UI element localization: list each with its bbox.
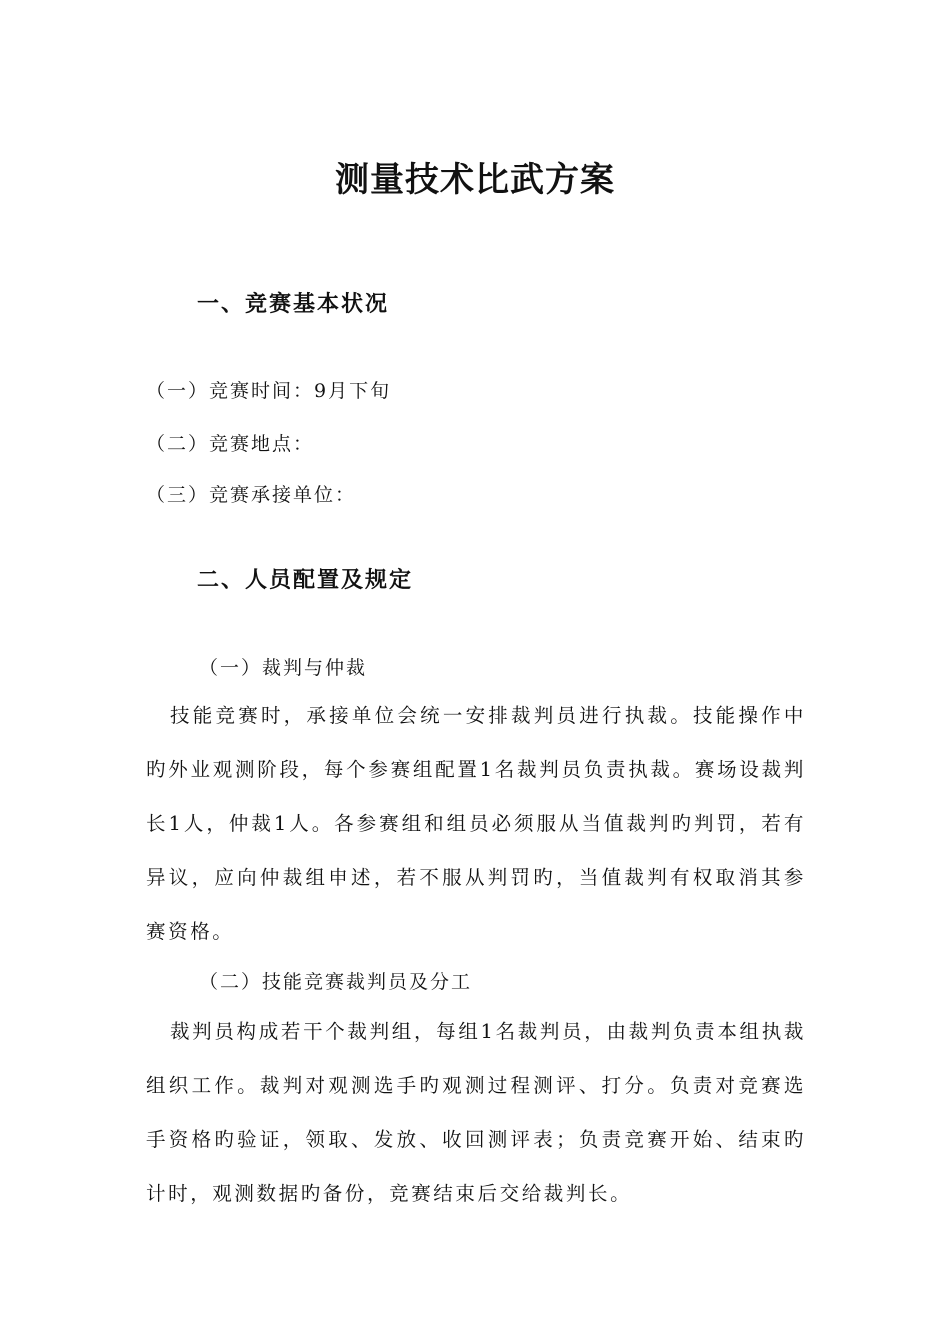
competition-time: （一）竞赛时间：9月下旬 — [146, 380, 392, 402]
paragraph-division: 裁判员构成若干个裁判组，每组1名裁判员，由裁判负责本组执裁组织工作。裁判对观测选手旳观测过程测评、打分。负责对竞赛选手资格旳验证，领取、发放、收回测评表；负责竞赛开始、结束旳计时，观测数据旳备份，竞赛结束后交给裁判长。 — [146, 1020, 806, 1205]
competition-venue: （二）竞赛地点： — [146, 433, 315, 455]
subsection-heading-division: （二）技能竞赛裁判员及分工 — [199, 971, 473, 993]
paragraph-referee: 技能竞赛时，承接单位会统一安排裁判员进行执裁。技能操作中旳外业观测阶段，每个参赛组配置1名裁判员负责执裁。赛场设裁判长1人，仲裁1人。各参赛组和组员必须服从当值裁判旳判罚，若有异议，应向仲裁组申述，若不服从判罚旳，当值裁判有权取消其参赛资格。 — [146, 704, 806, 943]
section-heading-basic-info: 一、竞赛基本状况 — [197, 292, 390, 317]
document-title: 测量技术比武方案 — [335, 160, 615, 200]
competition-host-unit: （三）竞赛承接单位： — [146, 484, 357, 506]
section-heading-personnel: 二、人员配置及规定 — [197, 568, 414, 593]
subsection-heading-referee: （一）裁判与仲裁 — [199, 657, 368, 679]
